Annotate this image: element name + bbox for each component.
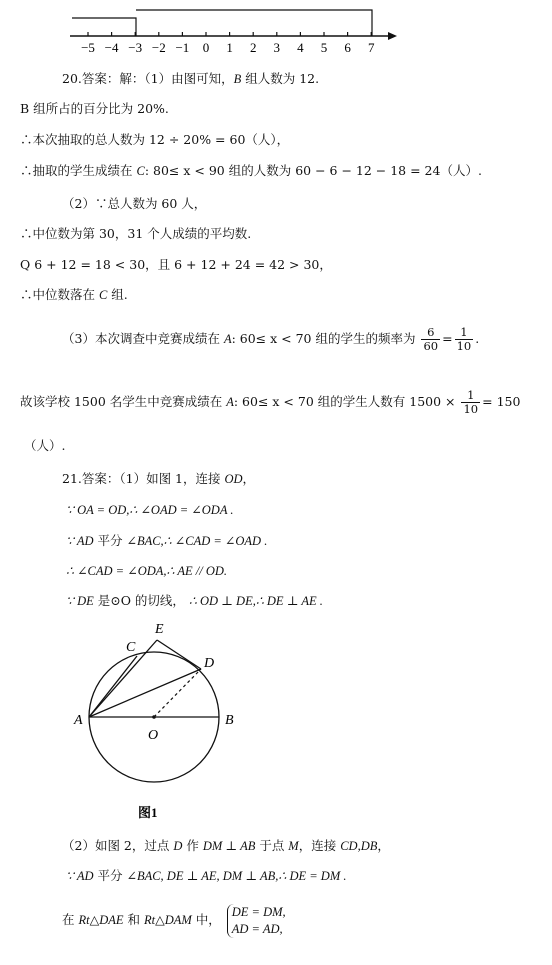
q20-header-var: B (233, 72, 242, 86)
q21-line-2: ∵ OA = OD,∴ ∠OAD = ∠ODA . (66, 503, 234, 517)
number-line-bracket-right (136, 10, 372, 36)
q20-line-9-b: A (223, 332, 232, 346)
q20-line-9: （3）本次调查中竞赛成绩在 A: 60≤ x < 70 组的学生的频率为 $\frac{6}{60}$ = $\frac{1}{10}$ . (62, 325, 480, 353)
segment-od-dashed (154, 669, 201, 717)
q20-line-4-c: : 80≤ x < 90 组的人数为 60 − 6 − 12 − 18 = 24（人）. (144, 163, 482, 178)
q20-line-9-c: : 60≤ x < 70 组的学生的频率为 (231, 331, 416, 346)
number-line-bracket-left (72, 18, 136, 36)
tick-label: 4 (297, 40, 304, 55)
tick-label: 5 (320, 40, 328, 55)
q21-line-1 (62, 471, 255, 487)
center-point-o (152, 715, 156, 719)
q21-line-7: ∵ AD 平分 ∠BAC, DE ⊥ AE, DM ⊥ AB,∴ DE = DM . (66, 868, 347, 883)
q20-line-10-c: : 60≤ x < 70 组的学生人数有 1500 × (233, 394, 456, 409)
figure-caption: 图1 (138, 805, 158, 820)
label-c: C (126, 640, 136, 655)
q20-line-8-b: C (98, 288, 108, 302)
q20-fraction-1-10b: $\frac{1}{10}$ (463, 388, 479, 416)
tick-label: −5 (81, 40, 95, 55)
tick-label: 6 (344, 40, 351, 55)
label-o: O (148, 728, 159, 743)
equation-system: DE = DM, AD = AD, (227, 904, 286, 938)
number-line-arrow (388, 32, 397, 40)
chord-ad (89, 669, 201, 717)
q20-line-4-a: ∴抽取的学生成绩在 (20, 163, 137, 178)
number-line (0, 0, 552, 62)
tick-label: −2 (151, 40, 166, 55)
geometry-figure-1 (0, 612, 552, 822)
q20-line-10-a: 故该学校 1500 名学生中竞赛成绩在 (20, 394, 227, 409)
label-e: E (155, 622, 164, 637)
q20-fraction-1-10: $\frac{1}{10}$ (456, 325, 472, 353)
q20-fraction-6-60: $\frac{6}{60}$ (423, 325, 439, 353)
q21-line-4: ∴ ∠CAD = ∠ODA,∴ AE // OD. (66, 564, 228, 578)
q20-line-10: 故该学校 1500 名学生中竞赛成绩在 A: 60≤ x < 70 组的学生人数有 1500 × $\frac{1}{10}$ = 150 (20, 388, 521, 416)
label-b: B (225, 713, 234, 728)
q20-header-tail: 组人数为 12. (245, 71, 320, 86)
tick-label: 7 (367, 40, 375, 55)
q20-line-9-a: （3）本次调查中竞赛成绩在 (62, 331, 224, 346)
segment-ae (89, 640, 157, 717)
tick-label: 2 (249, 40, 257, 55)
q20-line-4-b: C (136, 164, 145, 178)
q21-line-8: 在 Rt△DAE 和 Rt△DAM 中， DE = DM, AD = AD, (62, 904, 286, 936)
tick-label: 3 (273, 40, 281, 55)
q20-line-8-a: ∴中位数落在 (20, 287, 99, 302)
q20-header (62, 71, 319, 87)
q20-line-8-c: 组. (107, 287, 128, 302)
q21-line-3: ∵ AD 平分 ∠BAC,∴ ∠CAD = ∠OAD . (66, 533, 268, 548)
q21-line-5: ∵ DE 是⊙O 的切线， ∴ OD ⊥ DE,∴ DE ⊥ AE . (66, 593, 323, 608)
q20-line-3: ∴本次抽取的总人数为 12 ÷ 20% = 60（人）， (20, 132, 290, 147)
label-a: A (74, 713, 83, 728)
tick-label: −1 (175, 40, 190, 55)
q20-line-7: Q 6 + 12 = 18 < 30，且 6 + 12 + 24 = 42 > 30， (20, 257, 332, 272)
label-d: D (204, 656, 215, 671)
q20-line-8 (20, 287, 128, 303)
q20-line-5: （2）∵总人数为 60 人， (62, 196, 207, 211)
tick-label: −4 (104, 40, 119, 55)
q21-line-1-b: OD (224, 472, 243, 486)
tick-label: 1 (226, 40, 233, 55)
q20-line-6: ∴中位数为第 30，31 个人成绩的平均数. (20, 226, 252, 241)
segment-ed (157, 640, 201, 669)
q20-line-11: （人）. (24, 438, 66, 453)
q21-line-6: （2）如图 2，过点 D 作 DM ⊥ AB 于点 M，连接 CD,DB， (62, 838, 390, 853)
q21-line-1-c: ， (242, 471, 256, 486)
tick-label: 0 (202, 40, 210, 55)
q21-line-1-a: 21.答案：（1）如图 1，连接 (62, 471, 225, 486)
q20-line-2: B 组所占的百分比为 20%. (20, 101, 169, 116)
q20-line-10-b: A (226, 395, 234, 409)
q20-header-text: 20.答案：解：（1）由图可知， (62, 71, 234, 86)
tick-label: −3 (128, 40, 143, 55)
q20-line-4 (20, 163, 482, 179)
